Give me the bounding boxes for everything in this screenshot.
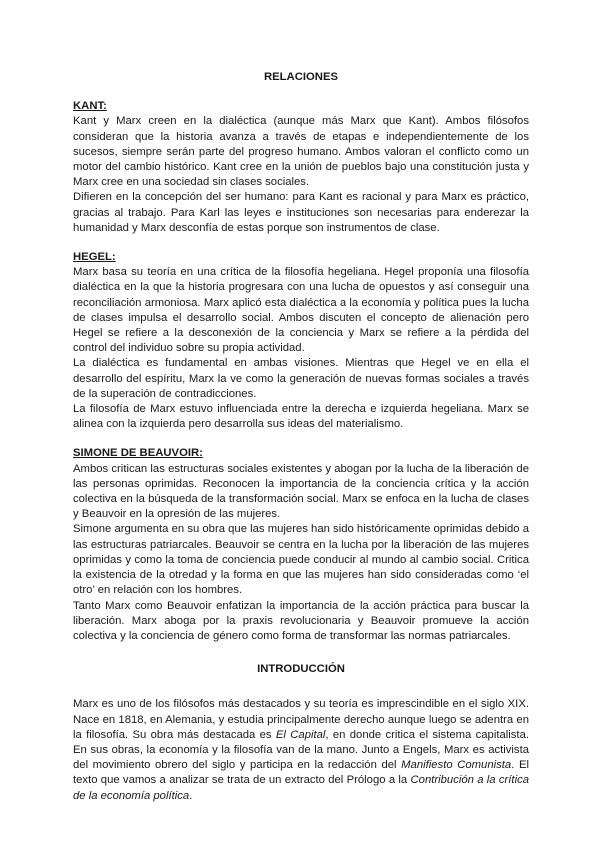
intro-text: . El texto que vamos a analizar se trata de un extracto del Prólogo a la [73, 759, 529, 787]
work-title-manifiesto: Manifiesto Comunista [401, 759, 512, 772]
section-heading: SIMONE DE BEAUVOIR: [73, 447, 203, 460]
paragraph: Simone argumenta en su obra que las mujeres han sido históricamente oprimidas debido a las estructuras patriarcales. Beauvoir se centra en la lucha por la liberación de las mujeres oprimidas y como la toma de conciencia puede conducir al mundo al cambio social. Critica la existencia de la otredad y la forma en que las mujeres han sido consideradas como ‘el otro’ en relación con los hombres. [73, 523, 529, 597]
paragraph: Kant y Marx creen en la dialéctica (aunque más Marx que Kant). Ambos filósofos consideran que la historia avanza a través de etapas e independientemente de los sucesos, siempre serán parte del progreso humano. Ambos valoran el conflicto como un motor del cambio histórico. Kant cree en la unión de pueblos bajo una constitución justa y Marx cree en una sociedad sin clases sociales. [73, 115, 529, 189]
paragraph: Difieren en la concepción del ser humano: para Kant es racional y para Marx es práctico, gracias al trabajo. Para Karl las leyes e instituciones son necesarias para enderezar la humanidad y Marx desconfía de estas porque son instrumentos de clase. [73, 191, 529, 234]
intro-title: INTRODUCCIÓN [257, 663, 345, 676]
document-page [73, 70, 529, 804]
section-kant [73, 99, 529, 236]
page-title: RELACIONES [263, 71, 339, 83]
paragraph: Ambos critican las estructuras sociales existentes y abogan por la lucha de la liberación de las personas oprimidas. Reconocen la importancia de la conciencia crítica y la acción colectiva en la búsqueda de la transformación social. Marx se enfoca en la lucha de clases y Beauvoir en la opresión de las mujeres. [73, 462, 529, 521]
paragraph: Tanto Marx como Beauvoir enfatizan la importancia de la acción práctica para buscar la liberación. Marx aboga por la praxis revolucionaria y Beauvoir promueve la acción colectiva y la conciencia de género como forma de transformar las normas patriarcales. [73, 599, 529, 642]
intro-paragraph [73, 697, 529, 803]
intro-text: , en donde critica el sistema capitalista. En sus obras, la economía y la filosofía van de la mano. Junto a Engels, Marx es activista del movimiento obrero del siglo y participa en la redacción del [73, 728, 529, 772]
work-title-capital: El Capital [275, 728, 326, 741]
section-heading: HEGEL: [73, 251, 116, 264]
paragraph: La dialéctica es fundamental en ambas visiones. Mientras que Hegel ve en ella el desarrollo del espíritu, Marx la ve como la generación de nuevas formas sociales a través de la superación de contradicciones. [73, 357, 529, 400]
intro-text: . [189, 789, 193, 802]
paragraph: La filosofía de Marx estuvo influenciada entre la derecha e izquierda hegeliana. Marx se alinea con la izquierda pero desarrolla sus ideas del materialismo. [73, 403, 529, 431]
paragraph: Marx basa su teoría en una crítica de la filosofía hegeliana. Hegel proponía una filosofía dialéctica en la que la historia progresara con una lucha de opuestos y así conseguir una reconciliación armoniosa. Marx aplicó esta dialéctica a la economía y política pues la lucha de clases impulsa el desarrollo social. Ambos discuten el concepto de alienación pero Hegel se refiere a la desconexión de la conciencia y Marx se refiere a la pérdida del control del individuo sobre su propia actividad. [73, 266, 529, 355]
section-beauvoir [73, 446, 529, 644]
work-title-contribucion: Contribución a la crítica de la economía política [73, 774, 530, 802]
section-hegel [73, 250, 529, 432]
section-heading: KANT: [73, 100, 107, 113]
intro-text: Marx es uno de los filósofos más destacados y su teoría es imprescindible en el siglo XIX. Nace en 1818, en Alemania, y estudia principalmente derecho aunque luego se adentra en la filosofía. Su obra más destacada es [73, 698, 529, 741]
